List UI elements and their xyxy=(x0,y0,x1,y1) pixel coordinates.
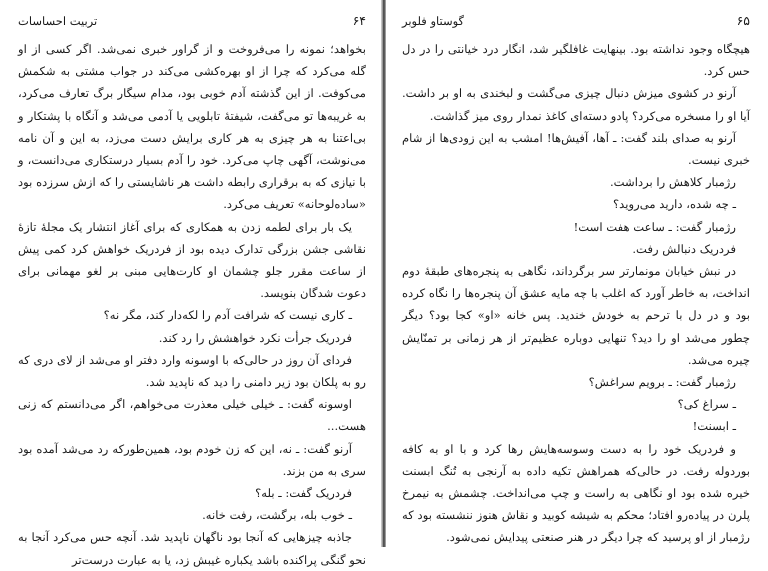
paragraph: بخواهد؛ نمونه را می‌فروخت و از گراور خبری نمی‌شد. اگر کسی از او گله می‌کرد که چرا از او بهره‌کشی می‌کند در جواب مشتی به شکمش می‌کوفت. از این گذشته آدم خوبی بود، مدام سیگار برگ تعارف می‌کرد، به غریبه‌ها تو می‌گفت، شیفتهٔ تابلویی یا آدمی می‌شد و آنگاه با پشتکار و بی‌اعتنا به هر چیزی به هر کاری برایش دست می‌زد، به این و آن نامه می‌نوشت، آگهی چاپ می‌کرد. خود را آدم بسیار درستکاری می‌دانست، و با نیازی که به برقراری رابطه داشت هر ناشایستی را که ازش سرزده بود «ساده‌لوحانه» تعریف می‌کرد. xyxy=(18,42,366,212)
right-page-header xyxy=(402,10,750,32)
paragraph: فردریک جرأت نکرد خواهشش را رد کند. xyxy=(158,330,352,345)
paragraph: آرنو به صدای بلند گفت: ـ آها، آفیش‌ها! امشب به این زودی‌ها از شام خبری نیست. xyxy=(402,130,750,168)
paragraph: رژمبار گفت: ـ ساعت هفت است! xyxy=(573,219,736,234)
paragraph: ـ کاری نیست که شرافت آدم را لکه‌دار کند، مگر نه؟ xyxy=(103,308,352,323)
paragraph: رژمبار کلاهش را برداشت. xyxy=(609,175,736,190)
left-page-header xyxy=(18,10,366,32)
paragraph: ـ چه شده، دارید می‌روید؟ xyxy=(613,197,736,212)
paragraph: ـ خوب بله، برگشت، رفت خانه. xyxy=(202,508,352,523)
left-page-body xyxy=(18,38,366,571)
right-page xyxy=(386,0,768,547)
left-page xyxy=(0,0,382,567)
paragraph: فردریک دنبالش رفت. xyxy=(632,241,736,256)
paragraph: ـ سراغ کی؟ xyxy=(677,397,736,412)
paragraph: ـ ابسنت! xyxy=(692,419,736,434)
right-page-number: ۶۵ xyxy=(736,13,750,28)
right-running-head: گوستاو فلوبر xyxy=(402,14,465,28)
paragraph: اوسونه گفت: ـ خیلی خیلی معذرت می‌خواهم، اگر می‌دانستم که زنی هست... xyxy=(18,397,366,434)
paragraph: فردای آن روز در حالی‌که با اوسونه وارد دفتر او می‌شد از لای دری که رو به پلکان بود زیر دامنی را دید که ناپدید شد. xyxy=(18,352,366,390)
paragraph: هیچگاه وجود نداشته بود. بینهایت غافلگیر شد، انگار درد خیانتی را در دل حس کرد. xyxy=(402,42,750,79)
left-page-number: ۶۴ xyxy=(352,13,366,28)
right-page-body xyxy=(402,38,750,549)
paragraph: فردریک گفت: ـ بله؟ xyxy=(255,486,352,501)
paragraph: و فردریک خود را به دست وسوسه‌هایش رها کرد و با او به کافه بوردوله رفت. در حالی‌که همراهش تکیه داده به آرنجی به تُنگ ابسنت خیره شده بود او نگاهی به راست و چپ می‌انداخت. چشمش به نیمرخ پلرن در پیاده‌رو افتاد؛ محکم به شیشه کوبید و نقاش هنوز ننشسته بود که رژمبار از او پرسید که چرا دیگر در هنر صنعتی پیدایش نمی‌شود. xyxy=(402,441,750,545)
paragraph: آرنو در کشوی میزش دنبال چیزی می‌گشت و لبخندی به او بر داشت. آیا او را مسخره می‌کرد؟ پادو دسته‌ای کاغذ نمدار روی میز گذاشت. xyxy=(402,86,750,123)
left-running-head: تربیت احساسات xyxy=(18,14,98,28)
paragraph: آرنو گفت: ـ نه، این که زن خودم بود، همین‌طورکه رد می‌شد آمده بود سری به من بزند. xyxy=(18,441,366,478)
paragraph: جاذبه چیزهایی که آنجا بود ناگهان ناپدید شد. آنچه حس می‌کرد آنجا به نحو گنگی پراکنده باشد یکباره غیبش زد، یا به عبارت درست‌تر xyxy=(18,530,366,567)
paragraph: رژمبار گفت: ـ برویم سراغش؟ xyxy=(588,375,736,390)
paragraph: در نبش خیابان مونمارتر سر برگرداند، نگاهی به پنجره‌های طبقهٔ دوم انداخت، به خاطر آورد که اغلب با چه مایه عشق آن پنجره‌ها را نگاه کرده بود و در دل با ترحم به خودش خندید. پس خانه «او» کجا بود؟ دیگر چطور می‌شد او را دید؟ تنهایی دوباره عظیم‌تر از هر زمانی بر تمنّایش چیره می‌شد. xyxy=(402,264,750,367)
paragraph: یک بار برای لطمه زدن به همکاری که برای آغاز انتشار یک مجلهٔ تازهٔ نقاشی جشن بزرگی تدارک دیده بود از فردریک خواهش کرد کمی پیش از ساعت مقرر جلو چشمان او کارت‌هایی مبنی بر لغو مهمانی برای دعوت شدگان بنویسد. xyxy=(18,219,366,301)
